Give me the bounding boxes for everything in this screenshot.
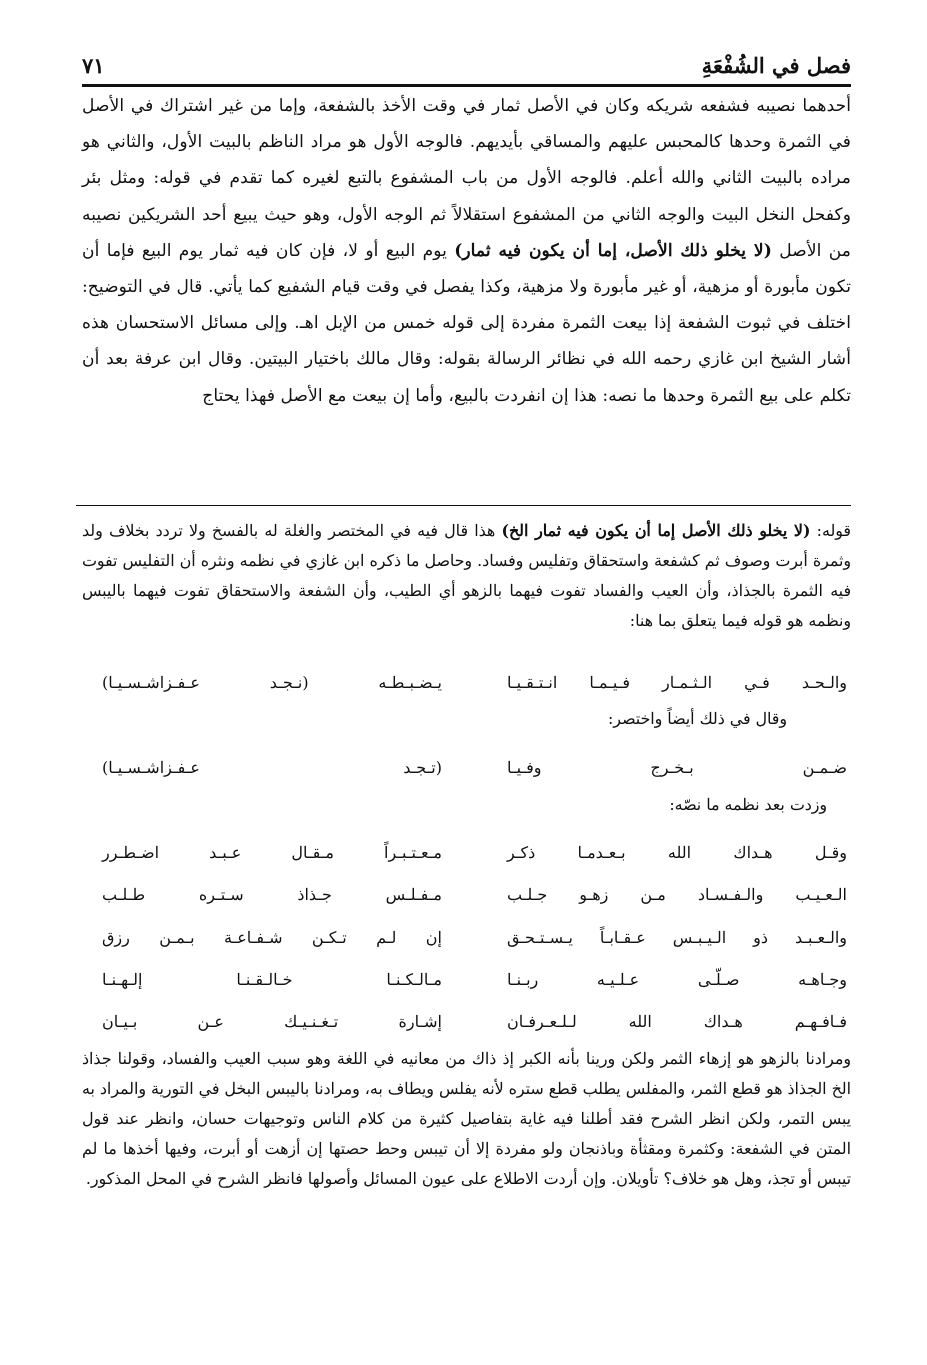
verse-hemistich-left: يـضـبـطـه (نـجـد عـفـزاشـسـيـا): [102, 673, 442, 692]
footnote-closing: [82, 1044, 851, 1284]
verse-hemistich-left: مـعـتـبـراً مـقـال عـبـد اضـطـرر: [102, 843, 442, 862]
verse-hemistich-right: فـافـهـم هـداك الله لـلـعـرفـان: [507, 1012, 847, 1031]
footnote-intro: [82, 516, 851, 646]
verse-line-6: [82, 965, 847, 995]
verse-hemistich-left: إن لـم تـكـن شـفـاعـة بـمـن رزق: [102, 928, 442, 947]
main-paragraph: [82, 88, 851, 414]
footnote-bold-phrase: (لا يخلو ذلك الأصل إما أن يكون فيه ثمار الخ): [501, 521, 811, 540]
footnote-rule: [76, 505, 851, 506]
footnote-prose-line-1: وقال في ذلك أيضاً واختصر:: [607, 709, 787, 728]
verse-hemistich-left: مـالـكـنـا خـالـقـنـا إلـهـنـا: [102, 970, 442, 989]
footnote-prose-line-2: وزدت بعد نظمه ما نصّه:: [669, 795, 827, 814]
main-text: [82, 88, 851, 488]
footnote-paragraph-1: [82, 516, 851, 636]
verse-hemistich-right: الـعـيـب والـفـسـاد مـن زهـو جـلـب: [507, 885, 847, 904]
main-text-part-2: يوم البيع أو لا، فإن كان فيه ثمار يوم البيع فإما أن تكون مأبورة أو مزهية، أو غير مأبورة ولا مزهية، وكذا يفصل في وقت قيام الشفيع كما يأتي. قال في التوضيح: اختلف في ثبوت الشفعة إذا بيعت الثمرة مفردة إلى قوله خمس من الإبل اهـ. وإلى مسائل الاستحسان هذه أشار الشيخ ابن غازي رحمه الله في نظائر الرسالة بقوله: وقال مالك باختيار البيتين. وقال ابن عرفة بعد أن تكلم على بيع الثمرة وحدها ما نصه: هذا إن انفردت بالبيع، وأما إن بيعت مع الأصل فهذا يحتاج: [82, 240, 851, 406]
verse-line-2: [82, 753, 847, 783]
verse-hemistich-right: والـحـد فـي الـثـمـار فـيـمـا انـتـقـيـا: [507, 673, 847, 692]
header-rule: [82, 84, 851, 87]
main-bold-phrase: (لا يخلو ذلك الأصل، إما أن يكون فيه ثمار): [454, 240, 772, 261]
main-text-part-1: أحدهما نصيبه فشفعه شريكه وكان في الأصل ثمار في وقت الأخذ بالشفعة، وإما من غير اشتراك في الأصل في الثمرة وحدها كالمحبس عليهم والمساقي بأيديهم. فالوجه الأول هو مراد الناظم بالبيت الأول، والثاني هو مراده بالبيت الثاني والله أعلم. فالوجه الأول من باب المشفوع بالتبع لغيره كما تقدم في قوله: ومثل بئر وكفحل النخل البيت والوجه الثاني من المشفوع استقلالاً ثم الوجه الأول، وهو حيث يبيع أحد الشريكين نصيبه من الأصل: [82, 96, 852, 261]
verse-hemistich-right: وجـاهـه صـلّـى عـلـيـه ربـنـا: [507, 970, 847, 989]
running-title: فصل في الشُفْعَةِ: [701, 53, 851, 78]
verse-line-3: [82, 838, 847, 868]
verse-line-1: [82, 668, 847, 698]
verse-hemistich-left: مـفـلـس جـذاذ سـتـره طـلـب: [102, 885, 442, 904]
footnote-lead: قوله:: [816, 521, 851, 540]
verse-hemistich-right: وقـل هـداك الله بـعـدمـا ذكـر: [507, 843, 847, 862]
verse-line-5: [82, 923, 847, 953]
verse-hemistich-right: والـعـبـد ذو الـيـبـس عـقـابـاً يـسـتـحـق: [507, 928, 847, 947]
verse-hemistich-left: إشـارة تـغـنـيـك عـن بـيـان: [102, 1012, 442, 1031]
page-header: [82, 38, 851, 78]
verse-line-4: [82, 880, 847, 910]
verse-hemistich-left: (تـجـد عـفـزاشـسـيـا): [102, 758, 442, 777]
footnote-text-1: هذا قال فيه في المختصر والغلة له بالفسخ ولا تردد بخلاف ولد وثمرة أبرت وصوف ثم كشفعة واستحقاق وتفليس وفساد. وحاصل ما ذكره ابن غازي في نظمه ونثره أن التفليس تفوت فيه الثمرة بالجذاذ، وأن العيب والفساد تفوت فيهما بالزهو أي الطيب، وأن الشفعة والاستحقاق تفوت فيهما باليبس ونظمه هو قوله فيما يتعلق بما هنا:: [82, 521, 851, 630]
page-number: ٧١: [82, 53, 105, 78]
footnote-paragraph-2: ومرادنا بالزهو هو إزهاء الثمر ولكن ورينا بأنه الكبر إذ ذاك من معانيه في اللغة وهو سبب العيب والفساد، وقولنا جذاذ الخ الجذاذ هو قطع الثمر، والمفلس يطلب قطع ستره لأنه يفلس ويطاف به، ومرادنا باليبس البخل في التورية والمراد به يبس التمر، ولكن انظر الشرح فقد أطلنا فيه غاية بتفاصيل كثيرة من كلام الناس وتوجيهات حسان، وانظر عند قول المتن في الشفعة: وكثمرة ومقثأة وباذنجان ولو مفردة إلا أن تيبس وحط حصتها إن أزهت أو أبرت، وفيها أخذها ما لم تيبس أو تجذ، وهل هو خلاف؟ تأويلان. وإن أردت الاطلاع على عيون المسائل وأصولها فانظر الشرح في المحل المذكور.: [82, 1049, 851, 1188]
verse-hemistich-right: ضـمـن بـخـرج وفـيـا: [507, 758, 847, 777]
verse-line-7: [82, 1007, 847, 1037]
